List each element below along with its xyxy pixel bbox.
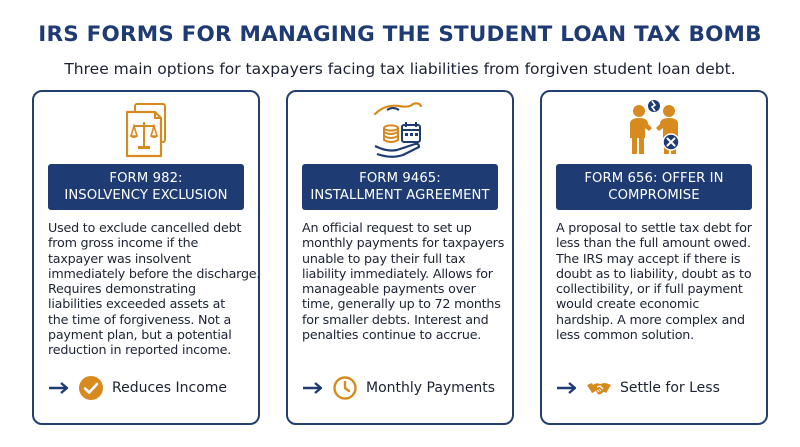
description-line: reduction in reported income.: [48, 342, 232, 358]
description-line: the time of forgiveness. Not a: [48, 311, 232, 327]
banner-line: INSOLVENCY EXCLUSION: [64, 188, 228, 203]
banner-line: COMPROMISE: [608, 188, 700, 203]
arrow-right-icon: [48, 381, 70, 395]
people-negotiation-icon: [621, 98, 687, 160]
description-line: less than the full amount owed.: [556, 235, 751, 251]
description-line: for smaller debts. Interest and: [302, 311, 489, 327]
description-line: payment plan, but a potential: [48, 327, 232, 343]
legal-document-scales-icon: [115, 98, 177, 160]
description-line: monthly payments for taxpayers: [302, 235, 505, 251]
handshake-icon: [586, 375, 612, 401]
footer-label: Reduces Income: [112, 380, 228, 396]
card-form-656: [540, 90, 768, 425]
arrow-right-icon: [556, 381, 578, 395]
form-656-footer: [556, 374, 766, 402]
description-line: Used to exclude cancelled debt: [48, 220, 242, 235]
clock-icon: [332, 375, 358, 401]
description-line: taxpayer was insolvent: [48, 250, 191, 266]
description-line: hardship. A more complex and: [556, 311, 745, 327]
footer-label: Settle for Less: [620, 380, 720, 396]
description-line: would create economic: [556, 296, 700, 312]
description-line: An official request to set up: [302, 220, 472, 235]
description-line: The IRS may accept if there is: [556, 250, 741, 266]
description-line: less common solution.: [556, 327, 694, 343]
description-line: unable to pay their full tax: [302, 250, 466, 266]
description-line: from gross income if the: [48, 235, 199, 251]
description-line: manageable payments over: [302, 281, 476, 297]
form-9465-banner: [302, 164, 498, 210]
form-656-banner: [556, 164, 752, 210]
description-line: liabilities exceeded assets at: [48, 296, 225, 312]
banner-line: FORM 9465:: [359, 171, 441, 186]
footer-label: Monthly Payments: [366, 380, 496, 396]
description-line: immediately before the discharge.: [48, 265, 261, 281]
page-title: IRS FORMS FOR MANAGING THE STUDENT LOAN TAX BOMB: [38, 22, 762, 47]
form-9465-description: [302, 220, 512, 342]
description-line: doubt as to liability, doubt as to: [556, 265, 752, 281]
form-982-banner: [48, 164, 244, 210]
description-line: liability immediately. Allows for: [302, 265, 493, 281]
check-circle-icon: [78, 375, 104, 401]
description-line: A proposal to settle tax debt for: [556, 220, 752, 235]
page-subtitle: Three main options for taxpayers facing tax liabilities from forgiven student loan debt.: [64, 60, 736, 78]
form-982-footer: [48, 374, 258, 402]
description-line: penalties continue to accrue.: [302, 327, 482, 343]
arrow-right-icon: [302, 381, 324, 395]
description-line: Requires demonstrating: [48, 281, 196, 297]
banner-line: FORM 656: OFFER IN: [584, 171, 724, 186]
banner-line: FORM 982:: [109, 171, 183, 186]
banner-line: INSTALLMENT AGREEMENT: [310, 188, 490, 203]
card-form-982: [32, 90, 260, 425]
hand-coins-calendar-icon: [367, 98, 433, 160]
form-9465-footer: [302, 374, 512, 402]
form-656-description: [556, 220, 766, 342]
form-982-description: [48, 220, 261, 358]
description-line: collectibility, or if full payment: [556, 281, 743, 297]
card-form-9465: [286, 90, 514, 425]
description-line: time, generally up to 72 months: [302, 296, 501, 312]
